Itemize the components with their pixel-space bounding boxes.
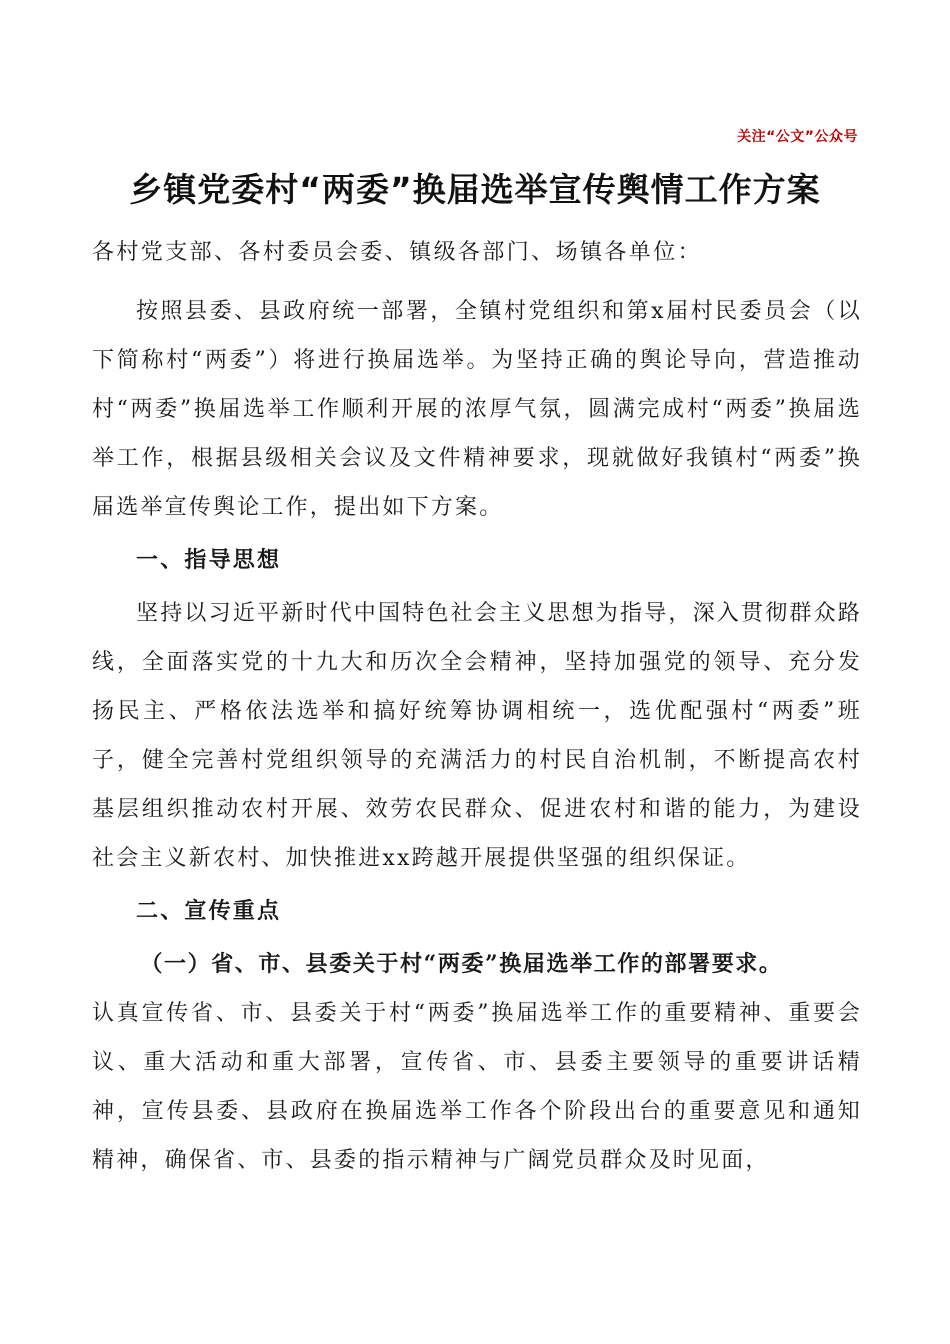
salutation: 各村党支部、各村委员会委、镇级各部门、场镇各单位：	[92, 240, 703, 265]
document-title: 乡镇党委村“两委”换届选举宣传舆情工作方案	[129, 170, 821, 209]
section-2-subheading-1: （一）省、市、县委关于村“两委”换届选举工作的部署要求。	[140, 951, 783, 977]
document-body	[92, 228, 862, 1185]
wechat-notice: 关注“公文”公众号	[737, 129, 858, 145]
section-2-paragraph-1: 认真宣传省、市、县委关于村“两委”换届选举工作的重要精神、重要会议、重大活动和重大部署，宣传省、市、县委主要领导的重要讲话精神，宣传县委、县政府在换届选举工作各个阶段出台的重要意见和通知精神，确保省、市、县委的指示精神与广阔党员群众及时见面，	[92, 1001, 862, 1173]
section-1-heading: 一、指导思想	[136, 548, 282, 573]
section-1-paragraph: 坚持以习近平新时代中国特色社会主义思想为指导，深入贯彻群众路线，全面落实党的十九大和历次全会精神，坚持加强党的领导、充分发扬民主、严格依法选举和搞好统筹协调相统一，选优配强村“两委”班子，健全完善村党组织领导的充满活力的村民自治机制，不断提高农村基层组织推动农村开展、效劳农民群众、促进农村和谐的能力，为建设社会主义新农村、加快推进xx跨越开展提供坚强的组织保证。	[92, 601, 863, 871]
section-2-heading: 二、宣传重点	[136, 899, 282, 924]
intro-paragraph: 按照县委、县政府统一部署，全镇村党组织和第x届村民委员会（以下简称村“两委”）将进行换届选举。为坚持正确的舆论导向，营造推动村“两委”换届选举工作顺利开展的浓厚气氛，圆满完成村“两委”换届选举工作，根据县级相关会议及文件精神要求，现就做好我镇村“两委”换届选举宣传舆论工作，提出如下方案。	[92, 299, 862, 520]
